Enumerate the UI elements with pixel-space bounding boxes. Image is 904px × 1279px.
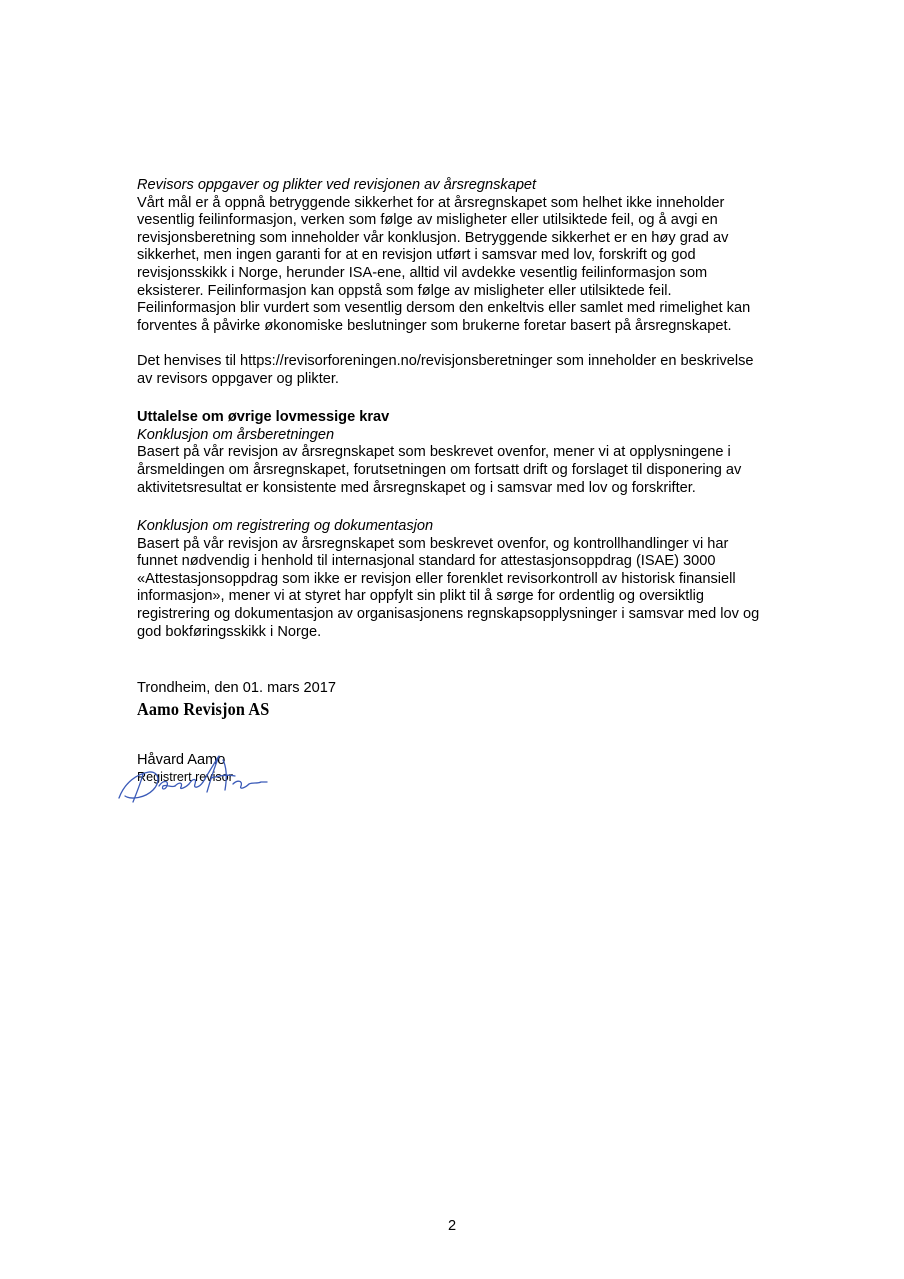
annual-report-conclusion-heading: Konklusjon om årsberetningen xyxy=(137,426,335,443)
paragraph-line: revisjonsberetning som inneholder vår konklusjon. Betryggende sikkerhet er en høy grad av xyxy=(137,229,729,246)
signer-title: Registrert revisor xyxy=(137,770,233,785)
paragraph-line: vesentlig feilinformasjon, verken som følge av misligheter eller utilsiktede feil, og å avgi en xyxy=(137,212,718,229)
paragraph-line: god bokføringsskikk i Norge. xyxy=(137,623,322,640)
reference-paragraph xyxy=(137,353,797,388)
paragraph-line: Basert på vår revisjon av årsregnskapet som beskrevet ovenfor, og kontrollhandlinger vi har xyxy=(137,535,729,552)
auditor-duties-paragraph xyxy=(137,195,797,336)
signer-name: Håvard Aamo xyxy=(137,751,226,768)
paragraph-line: Det henvises til https://revisorforeningen.no/revisjonsberetninger som inneholder en beskrivelse xyxy=(137,352,754,369)
annual-report-conclusion-paragraph xyxy=(137,444,797,497)
paragraph-line: registrering og dokumentasjon av organisasjonens regnskapsopplysninger i samsvar med lov og xyxy=(137,606,760,623)
signature-stroke xyxy=(119,772,158,798)
paragraph-line: sikkerhet, men ingen garanti for at en revisjon utført i samsvar med lov, forskrift og god xyxy=(137,247,696,264)
auditor-duties-heading: Revisors oppgaver og plikter ved revisjonen av årsregnskapet xyxy=(137,177,537,193)
company-name: Aamo Revisjon AS xyxy=(137,698,270,719)
paragraph-line: forventes å påvirke økonomiske beslutninger som brukerne foretar basert på årsregnskapet. xyxy=(137,317,732,334)
paragraph-line: eksisterer. Feilinformasjon kan oppstå som følge av misligheter eller utilsiktede feil. xyxy=(137,282,672,299)
legal-requirements-heading: Uttalelse om øvrige lovmessige krav xyxy=(137,409,390,426)
signature-stroke xyxy=(175,783,189,788)
paragraph-line: «Attestasjonsoppdrag som ikke er revisjon eller forenklet revisorkontroll av historisk finansiell xyxy=(137,570,736,587)
signature-stroke xyxy=(189,779,203,787)
paragraph-line: årsmeldingen om årsregnskapet, forutsetningen om fortsatt drift og forslaget til disponering av xyxy=(137,461,742,478)
signature-stroke xyxy=(203,756,219,792)
handwritten-signature xyxy=(115,752,275,810)
paragraph-line: Vårt mål er å oppnå betryggende sikkerhet for at årsregnskapet som helhet ikke inneholder xyxy=(137,194,725,211)
signature-stroke xyxy=(159,781,175,789)
signature-strokes xyxy=(119,756,267,802)
paragraph-line: informasjon», mener vi at styret har oppfylt sin plikt til å sørge for ordentlig og oversiktlig xyxy=(137,588,704,605)
signature-stroke xyxy=(233,781,267,788)
paragraph-line: Feilinformasjon blir vurdert som vesentlig dersom den enkeltvis eller samlet med rimelighet kan xyxy=(137,300,751,317)
paragraph-line: aktivitetsresultat er konsistente med årsregnskapet og i samsvar med lov og forskrifter. xyxy=(137,479,696,496)
document-page xyxy=(137,177,797,785)
paragraph-line: funnet nødvendig i henhold til internasjonal standard for attestasjonsoppdrag (ISAE) 3000 xyxy=(137,553,716,570)
paragraph-line: revisjonsskikk i Norge, herunder ISA-ene, alltid vil avdekke vesentlig feilinformasjon som xyxy=(137,264,708,281)
paragraph-line: Basert på vår revisjon av årsregnskapet som beskrevet ovenfor, mener vi at opplysningene i xyxy=(137,444,731,461)
place-date: Trondheim, den 01. mars 2017 xyxy=(137,680,337,697)
page-number: 2 xyxy=(447,1218,457,1234)
signature-block xyxy=(137,752,797,786)
paragraph-line: av revisors oppgaver og plikter. xyxy=(137,370,339,387)
registration-conclusion-paragraph xyxy=(137,536,797,642)
registration-conclusion-heading: Konklusjon om registrering og dokumentasjon xyxy=(137,518,434,535)
signature-stroke xyxy=(211,775,235,778)
